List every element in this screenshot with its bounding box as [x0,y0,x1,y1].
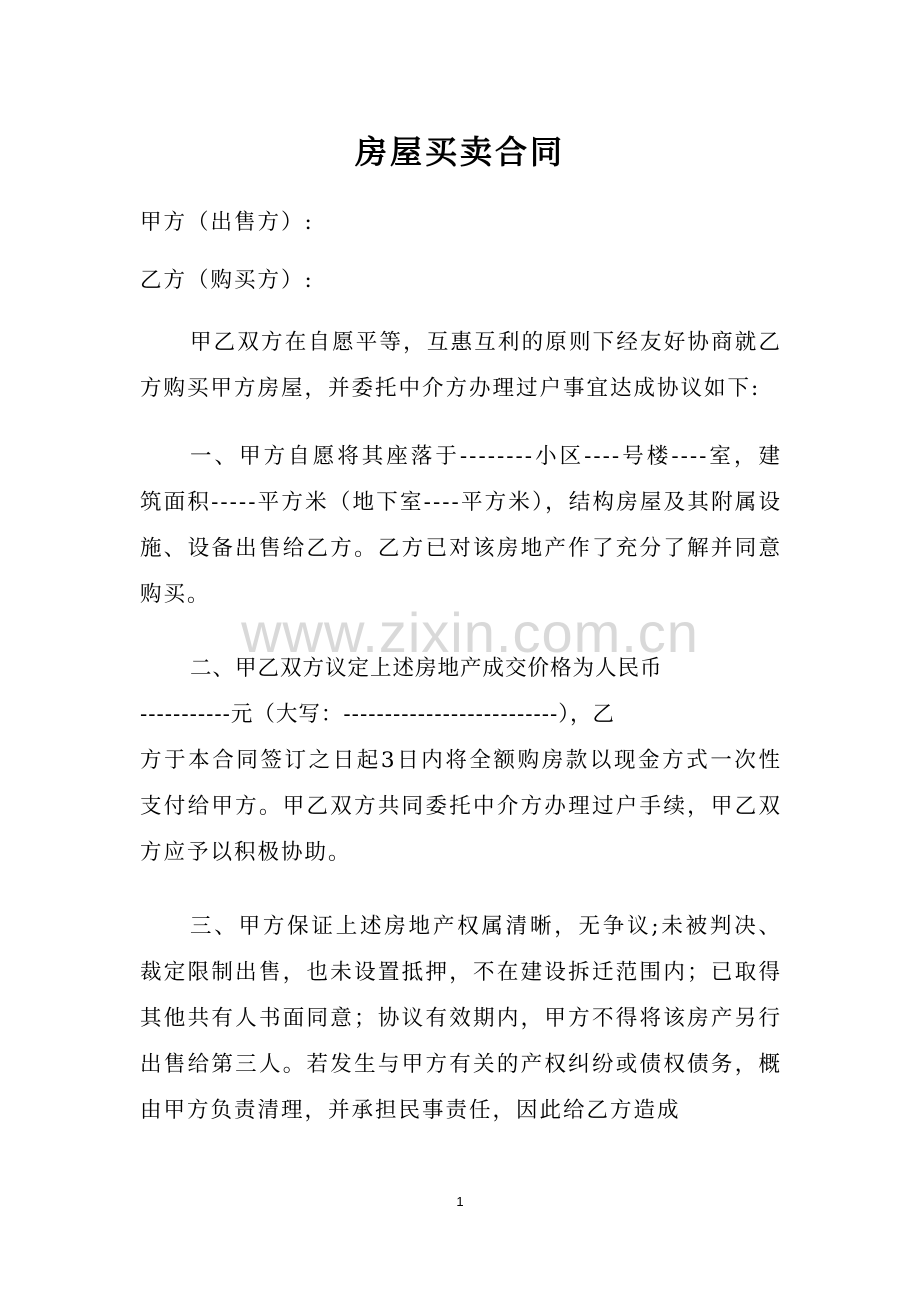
document-body [140,200,782,1134]
clause-3-paragraph: 三、甲方保证上述房地产权属清晰，无争议;未被判决、裁定限制出售，也未设置抵押，不在建设拆迁范围内；已取得其他共有人书面同意；协议有效期内，甲方不得将该房产另行出售给第三人。若发生与甲方有关的产权纠纷或债权债务，概由甲方负责清理，并承担民事责任，因此给乙方造成 [140,914,782,1123]
clause-1-paragraph: 一、甲方自愿将其座落于--------小区----号楼----室，建筑面积-----平方米（地下室----平方米），结构房屋及其附属设施、设备出售给乙方。乙方已对该房地产作了充分了解并同意购买。 [140,444,782,607]
clause-2-paragraph [140,646,782,876]
clause-2-line-1: 二、甲乙双方议定上述房地产成交价格为人民币 [190,656,663,681]
party-a-line: 甲方（出售方）: [140,210,314,235]
party-b-line: 乙方（购买方）: [140,268,314,293]
clause-2-rest: 方于本合同签订之日起3日内将全额购房款以现金方式一次性支付给甲方。甲乙双方共同委托中介方办理过户手续，甲乙双方应予以积极协助。 [140,748,782,865]
document-title: 房屋买卖合同 [354,133,565,171]
watermark: www.zixin.com.cn [241,601,699,664]
page-number: 1 [456,1194,464,1209]
clause-2-line-2: -----------元（大写：--------------------------），乙 [140,702,616,727]
intro-paragraph: 甲乙双方在自愿平等，互惠互利的原则下经友好协商就乙方购买甲方房屋，并委托中介方办理过户事宜达成协议如下: [140,330,782,401]
